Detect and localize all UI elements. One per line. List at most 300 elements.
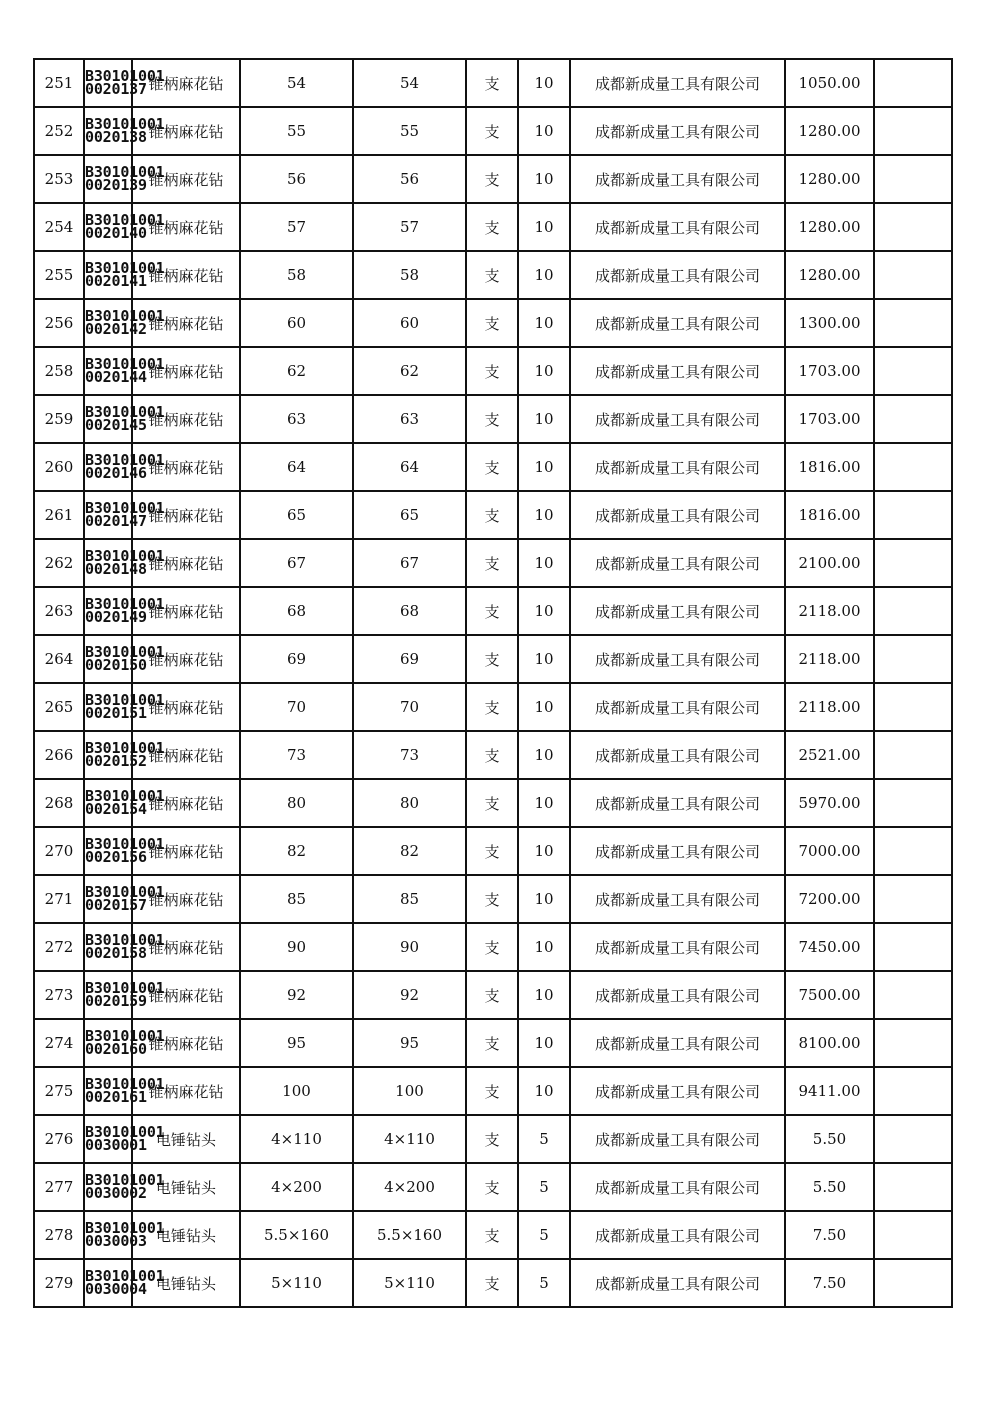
table-row — [34, 59, 952, 107]
table-row — [34, 1115, 952, 1163]
spec-cell: 68 — [240, 587, 353, 635]
item-code-line2: 0020146 — [85, 464, 147, 482]
item-code-line1: B30101001 — [85, 1075, 165, 1093]
item-code-line1: B30101001 — [85, 259, 165, 277]
item-code-line1: B30101001 — [85, 115, 165, 133]
item-name-cell: 电锤钻头 — [132, 1163, 240, 1211]
table-row — [34, 1259, 952, 1307]
table-row — [34, 731, 952, 779]
item-code-cell — [84, 299, 165, 347]
quantity-cell: 10 — [518, 1019, 570, 1067]
spec-cell: 80 — [240, 779, 353, 827]
item-code-cell — [84, 395, 165, 443]
item-code-cell — [84, 539, 165, 587]
table-row — [34, 779, 952, 827]
item-name-cell: 锥柄麻花钻 — [132, 107, 240, 155]
note-cell — [874, 1019, 952, 1067]
row-number-cell: 274 — [34, 1019, 84, 1067]
note-cell — [874, 731, 952, 779]
model-cell: 69 — [353, 635, 466, 683]
spec-cell: 64 — [240, 443, 353, 491]
model-cell: 5×110 — [353, 1259, 466, 1307]
note-cell — [874, 827, 952, 875]
row-number-cell: 272 — [34, 923, 84, 971]
unit-cell: 支 — [466, 395, 518, 443]
table-row — [34, 587, 952, 635]
item-code-line2: 0020141 — [85, 272, 147, 290]
note-cell — [874, 59, 952, 107]
quantity-cell: 10 — [518, 875, 570, 923]
price-cell: 5.50 — [785, 1163, 874, 1211]
item-code-line2: 0020157 — [85, 896, 147, 914]
item-code-line1: B30101001 — [85, 403, 165, 421]
supplier-cell: 成都新成量工具有限公司 — [570, 827, 785, 875]
spec-cell: 5.5×160 — [240, 1211, 353, 1259]
item-name-cell: 锥柄麻花钻 — [132, 1019, 240, 1067]
spec-cell: 63 — [240, 395, 353, 443]
row-number-cell: 273 — [34, 971, 84, 1019]
item-code-line1: B30101001 — [85, 355, 165, 373]
spec-cell: 57 — [240, 203, 353, 251]
model-cell: 58 — [353, 251, 466, 299]
price-cell: 1050.00 — [785, 59, 874, 107]
table-row — [34, 203, 952, 251]
table-body — [34, 59, 952, 1307]
quantity-cell: 10 — [518, 395, 570, 443]
table-row — [34, 491, 952, 539]
item-code-line1: B30101001 — [85, 595, 165, 613]
quantity-cell: 5 — [518, 1163, 570, 1211]
spec-cell: 92 — [240, 971, 353, 1019]
unit-cell: 支 — [466, 443, 518, 491]
table-row — [34, 107, 952, 155]
item-code-cell — [84, 1067, 165, 1115]
quantity-cell: 10 — [518, 203, 570, 251]
supplier-cell: 成都新成量工具有限公司 — [570, 683, 785, 731]
item-name-cell: 锥柄麻花钻 — [132, 827, 240, 875]
table-row — [34, 443, 952, 491]
unit-cell: 支 — [466, 971, 518, 1019]
item-code-line2: 0020158 — [85, 944, 147, 962]
unit-cell: 支 — [466, 155, 518, 203]
model-cell: 68 — [353, 587, 466, 635]
price-cell: 7.50 — [785, 1211, 874, 1259]
supplier-cell: 成都新成量工具有限公司 — [570, 875, 785, 923]
item-code-line2: 0020151 — [85, 704, 147, 722]
model-cell: 5.5×160 — [353, 1211, 466, 1259]
table-row — [34, 1211, 952, 1259]
item-name-cell: 锥柄麻花钻 — [132, 875, 240, 923]
price-cell: 1280.00 — [785, 155, 874, 203]
spec-cell: 5×110 — [240, 1259, 353, 1307]
quantity-cell: 10 — [518, 299, 570, 347]
item-code-line1: B30101001 — [85, 451, 165, 469]
unit-cell: 支 — [466, 299, 518, 347]
row-number-cell: 268 — [34, 779, 84, 827]
note-cell — [874, 635, 952, 683]
table-row — [34, 155, 952, 203]
item-code-cell — [84, 155, 165, 203]
model-cell: 90 — [353, 923, 466, 971]
supplier-cell: 成都新成量工具有限公司 — [570, 1163, 785, 1211]
unit-cell: 支 — [466, 347, 518, 395]
row-number-cell: 276 — [34, 1115, 84, 1163]
price-cell: 1816.00 — [785, 443, 874, 491]
item-code-cell — [84, 923, 165, 971]
row-number-cell: 263 — [34, 587, 84, 635]
note-cell — [874, 251, 952, 299]
item-name-cell: 锥柄麻花钻 — [132, 635, 240, 683]
supplier-cell: 成都新成量工具有限公司 — [570, 1211, 785, 1259]
note-cell — [874, 683, 952, 731]
quantity-cell: 5 — [518, 1259, 570, 1307]
item-name-cell: 锥柄麻花钻 — [132, 395, 240, 443]
note-cell — [874, 491, 952, 539]
quantity-cell: 10 — [518, 683, 570, 731]
price-cell: 1703.00 — [785, 347, 874, 395]
item-code-cell — [84, 251, 165, 299]
item-code-line2: 0020161 — [85, 1088, 147, 1106]
row-number-cell: 254 — [34, 203, 84, 251]
table-row — [34, 1019, 952, 1067]
item-code-line1: B30101001 — [85, 211, 165, 229]
item-code-line1: B30101001 — [85, 307, 165, 325]
model-cell: 65 — [353, 491, 466, 539]
supplier-cell: 成都新成量工具有限公司 — [570, 539, 785, 587]
item-code-cell — [84, 587, 165, 635]
model-cell: 100 — [353, 1067, 466, 1115]
price-cell: 7.50 — [785, 1259, 874, 1307]
quantity-cell: 10 — [518, 587, 570, 635]
item-name-cell: 锥柄麻花钻 — [132, 155, 240, 203]
note-cell — [874, 1259, 952, 1307]
unit-cell: 支 — [466, 59, 518, 107]
item-name-cell: 锥柄麻花钻 — [132, 1067, 240, 1115]
row-number-cell: 255 — [34, 251, 84, 299]
unit-cell: 支 — [466, 1019, 518, 1067]
price-cell: 1703.00 — [785, 395, 874, 443]
price-cell: 2100.00 — [785, 539, 874, 587]
quantity-cell: 10 — [518, 59, 570, 107]
supplier-cell: 成都新成量工具有限公司 — [570, 971, 785, 1019]
note-cell — [874, 443, 952, 491]
model-cell: 92 — [353, 971, 466, 1019]
supplier-cell: 成都新成量工具有限公司 — [570, 59, 785, 107]
price-table — [33, 58, 953, 1308]
spec-cell: 67 — [240, 539, 353, 587]
item-code-line1: B30101001 — [85, 979, 165, 997]
item-code-line2: 0030003 — [85, 1232, 147, 1250]
supplier-cell: 成都新成量工具有限公司 — [570, 1259, 785, 1307]
price-cell: 7000.00 — [785, 827, 874, 875]
supplier-cell: 成都新成量工具有限公司 — [570, 635, 785, 683]
model-cell: 62 — [353, 347, 466, 395]
quantity-cell: 10 — [518, 251, 570, 299]
note-cell — [874, 779, 952, 827]
supplier-cell: 成都新成量工具有限公司 — [570, 155, 785, 203]
model-cell: 80 — [353, 779, 466, 827]
supplier-cell: 成都新成量工具有限公司 — [570, 1019, 785, 1067]
supplier-cell: 成都新成量工具有限公司 — [570, 251, 785, 299]
item-code-line1: B30101001 — [85, 499, 165, 517]
price-cell: 7500.00 — [785, 971, 874, 1019]
unit-cell: 支 — [466, 923, 518, 971]
item-code-cell — [84, 731, 165, 779]
item-name-cell: 锥柄麻花钻 — [132, 779, 240, 827]
item-code-line1: B30101001 — [85, 643, 165, 661]
supplier-cell: 成都新成量工具有限公司 — [570, 347, 785, 395]
table-row — [34, 875, 952, 923]
unit-cell: 支 — [466, 107, 518, 155]
item-code-line2: 0020139 — [85, 176, 147, 194]
quantity-cell: 10 — [518, 971, 570, 1019]
price-cell: 1280.00 — [785, 203, 874, 251]
row-number-cell: 275 — [34, 1067, 84, 1115]
item-code-line2: 0020147 — [85, 512, 147, 530]
note-cell — [874, 155, 952, 203]
model-cell: 54 — [353, 59, 466, 107]
item-code-line1: B30101001 — [85, 931, 165, 949]
item-code-line2: 0020142 — [85, 320, 147, 338]
row-number-cell: 279 — [34, 1259, 84, 1307]
item-name-cell: 锥柄麻花钻 — [132, 443, 240, 491]
item-name-cell: 锥柄麻花钻 — [132, 683, 240, 731]
model-cell: 4×200 — [353, 1163, 466, 1211]
spec-cell: 56 — [240, 155, 353, 203]
model-cell: 95 — [353, 1019, 466, 1067]
spec-cell: 69 — [240, 635, 353, 683]
item-code-line2: 0030002 — [85, 1184, 147, 1202]
table-row — [34, 539, 952, 587]
spec-cell: 4×110 — [240, 1115, 353, 1163]
row-number-cell: 271 — [34, 875, 84, 923]
supplier-cell: 成都新成量工具有限公司 — [570, 299, 785, 347]
note-cell — [874, 107, 952, 155]
quantity-cell: 10 — [518, 107, 570, 155]
item-code-line1: B30101001 — [85, 1267, 165, 1285]
item-code-cell — [84, 443, 165, 491]
unit-cell: 支 — [466, 635, 518, 683]
spec-cell: 85 — [240, 875, 353, 923]
table-row — [34, 1067, 952, 1115]
item-name-cell: 锥柄麻花钻 — [132, 731, 240, 779]
row-number-cell: 262 — [34, 539, 84, 587]
model-cell: 70 — [353, 683, 466, 731]
item-code-cell — [84, 347, 165, 395]
item-code-line1: B30101001 — [85, 739, 165, 757]
item-name-cell: 电锤钻头 — [132, 1211, 240, 1259]
note-cell — [874, 347, 952, 395]
row-number-cell: 266 — [34, 731, 84, 779]
table-row — [34, 683, 952, 731]
item-code-cell — [84, 1019, 165, 1067]
table-row — [34, 1163, 952, 1211]
model-cell: 57 — [353, 203, 466, 251]
item-code-cell — [84, 779, 165, 827]
item-code-line2: 0020140 — [85, 224, 147, 242]
model-cell: 82 — [353, 827, 466, 875]
note-cell — [874, 1211, 952, 1259]
row-number-cell: 253 — [34, 155, 84, 203]
item-code-line2: 0030001 — [85, 1136, 147, 1154]
unit-cell: 支 — [466, 1115, 518, 1163]
spec-cell: 58 — [240, 251, 353, 299]
note-cell — [874, 971, 952, 1019]
table-row — [34, 395, 952, 443]
item-name-cell: 电锤钻头 — [132, 1115, 240, 1163]
item-code-line1: B30101001 — [85, 547, 165, 565]
row-number-cell: 251 — [34, 59, 84, 107]
price-cell: 5.50 — [785, 1115, 874, 1163]
unit-cell: 支 — [466, 731, 518, 779]
table-row — [34, 347, 952, 395]
item-code-line1: B30101001 — [85, 163, 165, 181]
spec-cell: 60 — [240, 299, 353, 347]
spec-cell: 70 — [240, 683, 353, 731]
item-code-line2: 0020159 — [85, 992, 147, 1010]
price-cell: 7450.00 — [785, 923, 874, 971]
quantity-cell: 10 — [518, 155, 570, 203]
note-cell — [874, 587, 952, 635]
note-cell — [874, 539, 952, 587]
supplier-cell: 成都新成量工具有限公司 — [570, 1115, 785, 1163]
note-cell — [874, 299, 952, 347]
model-cell: 56 — [353, 155, 466, 203]
item-code-line1: B30101001 — [85, 1027, 165, 1045]
unit-cell: 支 — [466, 539, 518, 587]
price-cell: 1280.00 — [785, 107, 874, 155]
item-name-cell: 锥柄麻花钻 — [132, 971, 240, 1019]
row-number-cell: 264 — [34, 635, 84, 683]
supplier-cell: 成都新成量工具有限公司 — [570, 395, 785, 443]
unit-cell: 支 — [466, 587, 518, 635]
table-row — [34, 251, 952, 299]
item-name-cell: 锥柄麻花钻 — [132, 539, 240, 587]
note-cell — [874, 1115, 952, 1163]
quantity-cell: 10 — [518, 779, 570, 827]
item-name-cell: 锥柄麻花钻 — [132, 491, 240, 539]
unit-cell: 支 — [466, 491, 518, 539]
row-number-cell: 265 — [34, 683, 84, 731]
row-number-cell: 252 — [34, 107, 84, 155]
supplier-cell: 成都新成量工具有限公司 — [570, 731, 785, 779]
unit-cell: 支 — [466, 875, 518, 923]
note-cell — [874, 1163, 952, 1211]
price-cell: 1280.00 — [785, 251, 874, 299]
table-row — [34, 635, 952, 683]
supplier-cell: 成都新成量工具有限公司 — [570, 107, 785, 155]
supplier-cell: 成都新成量工具有限公司 — [570, 1067, 785, 1115]
quantity-cell: 10 — [518, 347, 570, 395]
item-code-line2: 0020148 — [85, 560, 147, 578]
item-name-cell: 锥柄麻花钻 — [132, 203, 240, 251]
item-code-cell — [84, 827, 165, 875]
quantity-cell: 10 — [518, 539, 570, 587]
spec-cell: 100 — [240, 1067, 353, 1115]
item-code-line1: B30101001 — [85, 787, 165, 805]
spec-cell: 4×200 — [240, 1163, 353, 1211]
item-code-line1: B30101001 — [85, 67, 165, 85]
note-cell — [874, 203, 952, 251]
row-number-cell: 277 — [34, 1163, 84, 1211]
item-code-cell — [84, 203, 165, 251]
unit-cell: 支 — [466, 779, 518, 827]
item-code-cell — [84, 1259, 165, 1307]
spec-cell: 73 — [240, 731, 353, 779]
unit-cell: 支 — [466, 203, 518, 251]
table-row — [34, 923, 952, 971]
row-number-cell: 278 — [34, 1211, 84, 1259]
quantity-cell: 5 — [518, 1115, 570, 1163]
item-code-line2: 0020138 — [85, 128, 147, 146]
item-code-line2: 0020144 — [85, 368, 147, 386]
note-cell — [874, 395, 952, 443]
quantity-cell: 10 — [518, 1067, 570, 1115]
unit-cell: 支 — [466, 251, 518, 299]
item-name-cell: 锥柄麻花钻 — [132, 299, 240, 347]
supplier-cell: 成都新成量工具有限公司 — [570, 587, 785, 635]
table-row — [34, 971, 952, 1019]
item-name-cell: 锥柄麻花钻 — [132, 59, 240, 107]
unit-cell: 支 — [466, 1067, 518, 1115]
item-code-line1: B30101001 — [85, 883, 165, 901]
quantity-cell: 10 — [518, 443, 570, 491]
note-cell — [874, 875, 952, 923]
price-cell: 2118.00 — [785, 587, 874, 635]
table-row — [34, 827, 952, 875]
supplier-cell: 成都新成量工具有限公司 — [570, 491, 785, 539]
item-code-cell — [84, 491, 165, 539]
item-code-cell — [84, 59, 165, 107]
spec-cell: 82 — [240, 827, 353, 875]
price-cell: 5970.00 — [785, 779, 874, 827]
unit-cell: 支 — [466, 1163, 518, 1211]
quantity-cell: 10 — [518, 491, 570, 539]
item-code-line1: B30101001 — [85, 1171, 165, 1189]
spec-cell: 62 — [240, 347, 353, 395]
model-cell: 63 — [353, 395, 466, 443]
spec-cell: 65 — [240, 491, 353, 539]
item-name-cell: 锥柄麻花钻 — [132, 251, 240, 299]
spec-cell: 90 — [240, 923, 353, 971]
table-row — [34, 299, 952, 347]
model-cell: 4×110 — [353, 1115, 466, 1163]
unit-cell: 支 — [466, 683, 518, 731]
price-cell: 1300.00 — [785, 299, 874, 347]
item-code-cell — [84, 107, 165, 155]
quantity-cell: 10 — [518, 731, 570, 779]
spec-cell: 95 — [240, 1019, 353, 1067]
item-code-line2: 0020145 — [85, 416, 147, 434]
supplier-cell: 成都新成量工具有限公司 — [570, 923, 785, 971]
model-cell: 85 — [353, 875, 466, 923]
quantity-cell: 10 — [518, 923, 570, 971]
note-cell — [874, 923, 952, 971]
row-number-cell: 260 — [34, 443, 84, 491]
price-cell: 9411.00 — [785, 1067, 874, 1115]
item-name-cell: 锥柄麻花钻 — [132, 587, 240, 635]
model-cell: 60 — [353, 299, 466, 347]
price-cell: 2521.00 — [785, 731, 874, 779]
price-cell: 2118.00 — [785, 683, 874, 731]
row-number-cell: 256 — [34, 299, 84, 347]
supplier-cell: 成都新成量工具有限公司 — [570, 779, 785, 827]
row-number-cell: 270 — [34, 827, 84, 875]
price-cell: 8100.00 — [785, 1019, 874, 1067]
unit-cell: 支 — [466, 1259, 518, 1307]
item-name-cell: 锥柄麻花钻 — [132, 347, 240, 395]
note-cell — [874, 1067, 952, 1115]
